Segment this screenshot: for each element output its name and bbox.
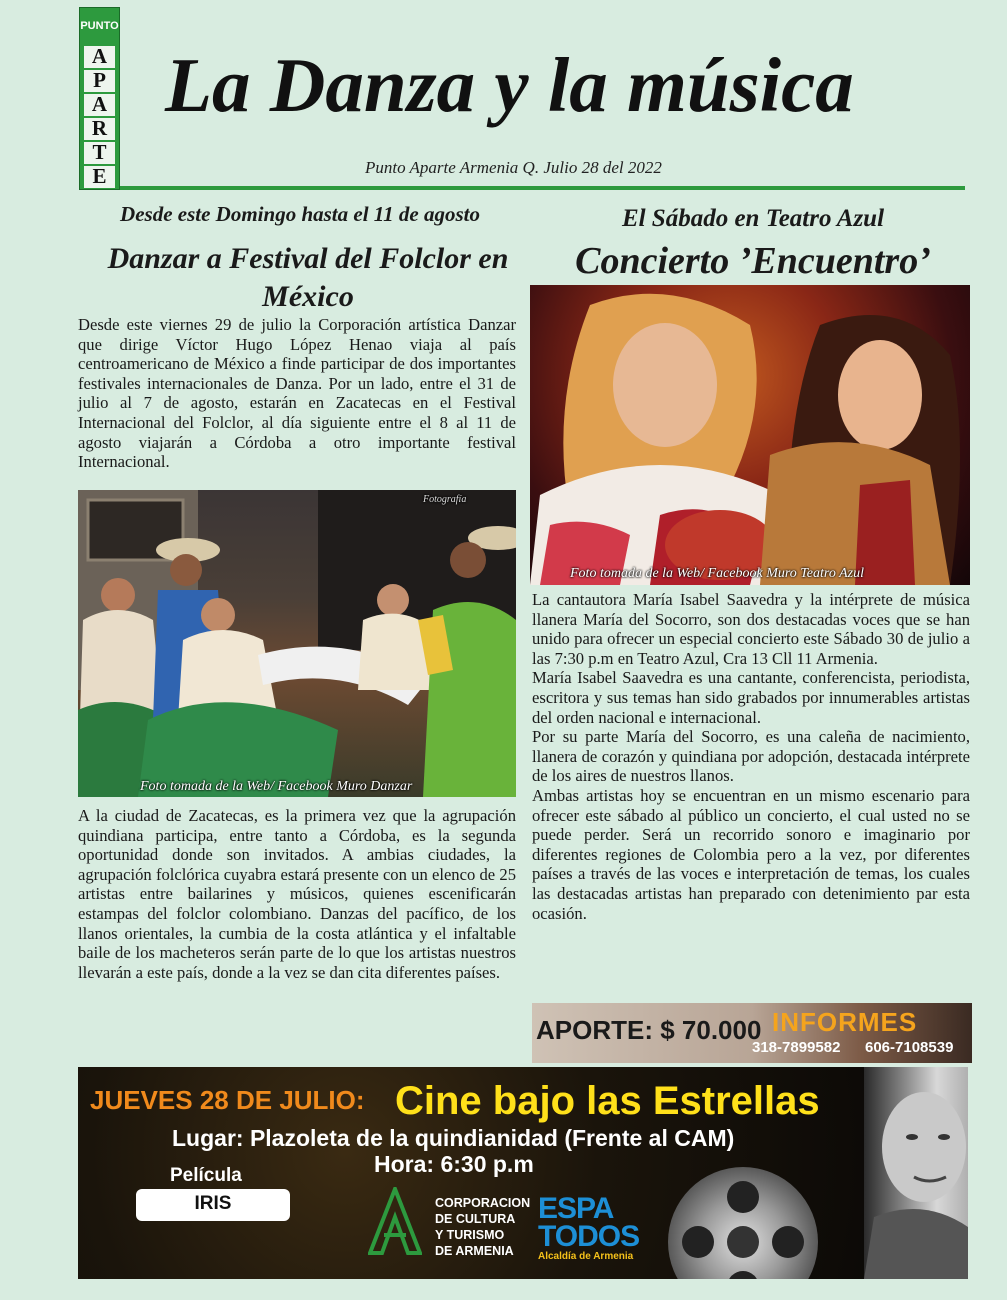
right-headline: Concierto ’Encuentro’ — [575, 240, 931, 282]
dancers-photo — [78, 490, 516, 797]
photo-watermark: Fotografía — [423, 494, 467, 505]
logo-letter: T — [84, 142, 115, 164]
corporacion-cultura-text — [435, 1195, 530, 1259]
logo-letter: A — [84, 94, 115, 116]
film-title: IRIS — [194, 1193, 232, 1214]
punto-aparte-logo — [79, 7, 120, 190]
dateline: Punto Aparte Armenia Q. Julio 28 del 2022 — [365, 158, 662, 177]
logo-top-text: PUNTO — [80, 20, 119, 32]
singers-photo — [530, 285, 970, 585]
left-photo-caption: Foto tomada de la Web/ Facebook Muro Danzar — [140, 779, 413, 794]
informes-label: INFORMES — [772, 1007, 918, 1037]
right-photo-caption: Foto tomada de la Web/ Facebook Muro Teatro Azul — [570, 566, 864, 581]
espa-logo-line-1: ESPA — [538, 1192, 614, 1225]
left-paragraph-2: A la ciudad de Zacatecas, es la primera vez que la agrupación quindiana participa, entre tanto a Córdoba, es la segunda oportunidad donde son invitados. A ambias ciudades, la agrupación folclórica cuyabra estará presente con un elenco de 25 artistas entre bailarines y músicos, quienes escenificarán estampas del folclor colombiano. Danzas del pacífico, de los llanos orientales, la cumbia de la costa atlántica y el infaltable baile de los macheteros serán parte de lo que los artistas nuestros llevarán a este país, donde a la vez se dan cita diferentes países. — [78, 806, 516, 982]
logo-letter: R — [84, 118, 115, 140]
film-label: Película — [170, 1165, 242, 1186]
page-title: La Danza y la música — [165, 42, 854, 128]
cinema-banner — [78, 1067, 968, 1279]
ticket-info-box — [532, 1003, 972, 1063]
right-article-body — [532, 590, 970, 923]
right-paragraph-1: La cantautora María Isabel Saavedra y la intérprete de música llanera María del Socorro, son dos destacadas voces que se han unido para ofrecer un especial concierto este Sábado 30 de julio a las 7:30 p.m en Teatro Azul, Cra 13 Cll 11 Armenia. — [532, 590, 970, 668]
left-kicker: Desde este Domingo hasta el 11 de agosto — [120, 202, 480, 226]
espa-todos-logo — [538, 1192, 640, 1253]
logo-letter: P — [84, 70, 115, 92]
logo-letter: A — [84, 46, 115, 68]
actress-portrait — [864, 1067, 968, 1279]
banner-date: JUEVES 28 DE JULIO: — [90, 1085, 365, 1115]
right-paragraph-2: María Isabel Saavedra es una cantante, conferencista, periodista, escritora y sus temas han sido grabados por innumerables artistas del orden nacional e internacional. — [532, 668, 970, 727]
phone-number-2: 606-7108539 — [865, 1039, 954, 1056]
logo-letters — [84, 46, 115, 190]
banner-title: Cine bajo las Estrellas — [395, 1079, 820, 1123]
banner-location: Lugar: Plazoleta de la quindianidad (Frente al CAM) — [172, 1125, 735, 1151]
dancers-illustration — [78, 490, 516, 797]
film-title-box — [136, 1189, 290, 1221]
org-line: CORPORACION — [435, 1196, 531, 1210]
org-line: DE ARMENIA — [435, 1244, 514, 1258]
espa-logo-line-2: TODOS — [538, 1220, 640, 1253]
film-reel-icon — [668, 1167, 818, 1279]
right-paragraph-4: Ambas artistas hoy se encuentran en un mismo escenario para ofrecer este sábado al público un concierto, el cual usted no se puede perder. Será un recorrido sonoro e imaginario por diferentes regiones de Colombia pero a la vez, por diferentes países a través de las voces e interpretación de temas, los cuales las destacadas artistas han preparado con detenimiento par esta ocasión. — [532, 785, 970, 923]
masthead-divider — [120, 186, 965, 190]
banner-time: Hora: 6:30 p.m — [374, 1151, 534, 1177]
org-line: DE CULTURA — [435, 1212, 516, 1226]
left-paragraph-1: Desde este viernes 29 de julio la Corporación artística Danzar que dirige Víctor Hugo López Henao viaja al país centroamericano de México a finde participar de dos importantes festivales internacionales de Danza. Por un lado, entre el 31 de julio al 7 de agosto, estarán en Zacatecas en el Festival Internacional del Folclor, al día siguiente entre el 8 al 11 de agosto viajarán a Córdoba a otro importante festival Internacional. — [78, 315, 516, 472]
ticket-price: APORTE: $ 70.000 — [536, 1015, 762, 1045]
left-headline: Danzar a Festival del Folclor en México — [107, 242, 509, 313]
right-paragraph-3: Por su parte María del Socorro, es una caleña de nacimiento, llanera de corazón y quindiana por adopción, destacada intérprete de los aires de nuestros llanos. — [532, 727, 970, 786]
phone-number-1: 318-7899582 — [752, 1039, 841, 1056]
singers-illustration — [530, 285, 970, 585]
logo-letter: E — [84, 166, 115, 188]
corporacion-cultura-logo-icon — [368, 1187, 422, 1255]
right-kicker: El Sábado en Teatro Azul — [621, 205, 885, 232]
alcaldia-label: Alcaldía de Armenia — [538, 1251, 634, 1262]
org-line: Y TURISMO — [435, 1228, 505, 1242]
